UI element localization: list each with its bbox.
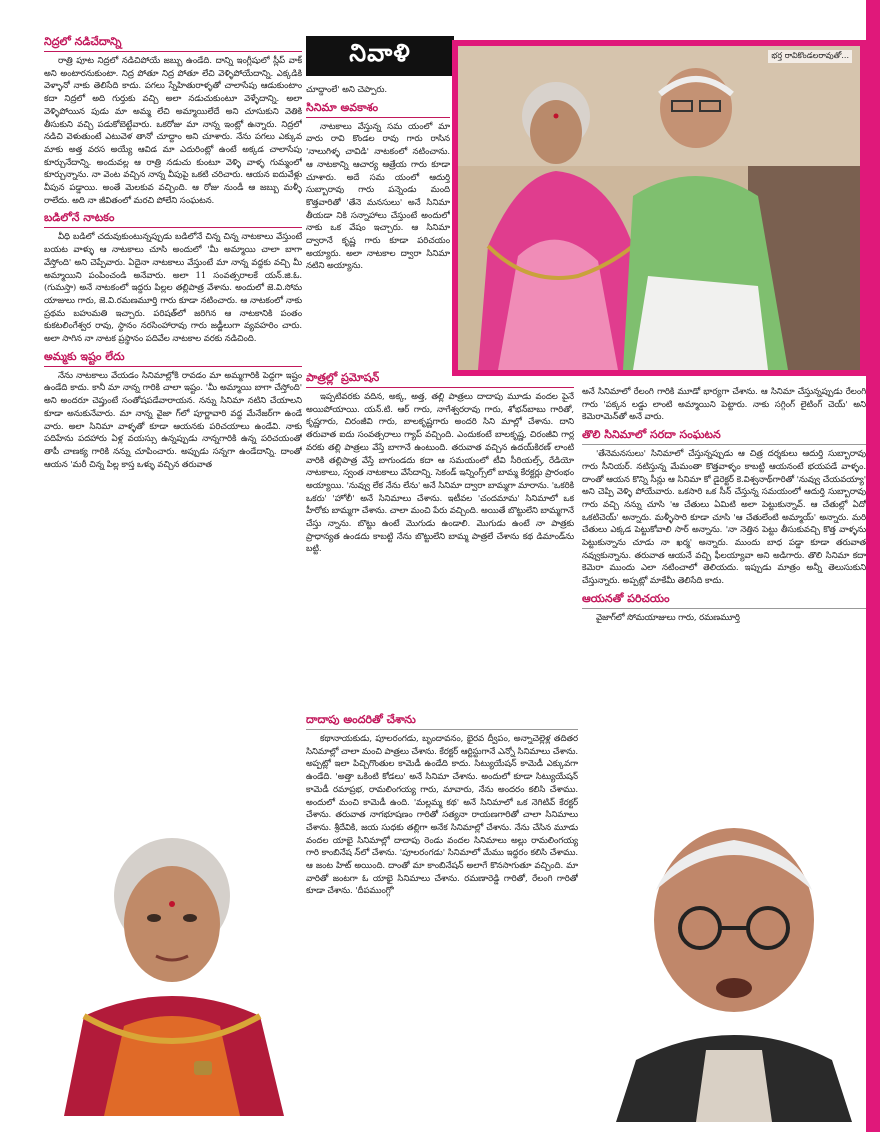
heading-role-promotion: పాత్రల్లో ప్రమోషన్ [306, 370, 574, 388]
column-2-middle [306, 370, 574, 710]
paragraph-sleepwalking: రాత్రి పూట నిద్రలో నడిచిపోయే జబ్బు ఉండేది. దాన్ని ఇంగ్లీషులో స్లీప్ వాక్ అని అంటారనుకుంటా. నిద్ర పోతూ నిద్ర పోతూ లేచి వెళ్ళిపోయేదాన్ని. ఎక్కడికి వెళ్ళానో నాకు తెలిసేది కాదు. పగలు స్నేహితురాళ్ళతో చాలాసేపు ఆడుకుంటాం కదా నిద్రలో అది గుర్తుకు వచ్చి అలా నడుచుకుంటూ వెళ్ళేదాన్ని. అలా వెళ్ళిపోయిన పుడు మా అమ్మ లేచి అమ్మాయిలేదే అని చూసుకుని వెతికి తీసుకుని వచ్చి పడుకోబెట్టేవారు. ఒకరోజు మా నాన్న ఇంట్లో ఉన్నారు. నిద్రలో నడిచి వెళుతుంటే ఎటువెళ తానో చూద్దాం అని చూశారు. నేను పగలు ఎక్కువ మాకు అత్త వరస అయ్యే ఆవిడ మా ఎదురింట్లో ఉంటే అక్కడ చాలాసేపు కూర్చునేదాన్ని. అందువల్ల ఆ రాత్రి నడుచు కుంటూ వెళ్ళి వాళ్ళ గుమ్మంలో కూర్చున్నాను. నా వెంట వచ్చిన నాన్న వీపుపై ఒకటి చరిచారు. ఆయన ఐదువేళ్లు వీపున పడ్డాయి. అంతే మెలకువ వచ్చింది. ఆ రోజు నుండీ ఆ జబ్బు మళ్ళీ రాలేదు. అది నా జీవితంలో మరచి పోలేని సంఘటన. [44, 56, 302, 206]
couple-photo-illustration [458, 46, 860, 370]
page-title: నివాళి [306, 36, 454, 76]
heading-sleepwalking: నిద్రలో నడిచేదాన్ని [44, 34, 302, 52]
paragraph-relangi: అనే సినిమాలో రేలంగి గారికి మూడో భార్యగా చేశాను. ఆ సినిమా చేస్తున్నప్పుడు రేలంగి గారు 'పక్కన లడ్డు లాంటి అమ్మాయిని పెట్టారు. నాకు సగ్గింగ్ లైటింగ్ చెయ్' అని కెమెరామెన్‌తో అనే వారు. [582, 387, 866, 423]
photo-caption: భర్త రావికొండలరావుతో... [768, 50, 852, 63]
paragraph-school-drama: వీధి బడిలో చదువుకుంటున్నప్పుడు బడిలోనే చిన్న చిన్న నాటకాలు వేస్తుంటే బయట వాళ్ళు ఆ నాటకాలు చూసి అందులో 'మీ అమ్మాయి చాలా బాగా వేస్తోంది' అని చెప్పేవారు. ఏదైనా నాటకాలు వేస్తుంటే మా నాన్న వద్దకు వచ్చి మీ అమ్మాయిని పంపించండి అనేవారు. అలా 11 సంవత్సరాలకే యన్.జి.ఓ. (గుమస్తా) అనే నాటకంలో ఇద్దరు పిల్లల తల్లిపాత్ర వేశాను. అందులో జె.వి.సోమ యాజులు గారు, జె.వి.రమణమూర్తి గారు కూడా నటించారు. ఆ నాటకంలో నాకు ప్రథమ బహుమతి ఇచ్చారు. పరిషత్‌లో జరిగిన ఆ నాటకానికి పంతం కుకటలింగేశ్వర రావు, స్థానం నరసింహారావు గారు జడ్జీలుగా వ్యవహరిం చారు. అలా సాగిన నా నాటక ప్రస్థానం పదివేల నాటకాల వరకు నడిచింది. [44, 232, 302, 345]
man-portrait [596, 810, 866, 1122]
man-portrait-illustration [596, 810, 866, 1122]
heading-worked-with-all: దాదాపు అందరితో చేశాను [306, 712, 578, 730]
column-2-bottom [306, 712, 578, 1062]
couple-photo-frame [452, 40, 866, 376]
column-2-top [306, 84, 450, 368]
heading-first-film-incident: తొలి సినిమాలో సరదా సంఘటన [582, 427, 866, 445]
heading-school-drama: బడిలోనే నాటకం [44, 210, 302, 228]
paragraph-mother-dislike: నేను నాటకాలు వేయడం సినిమాల్లోకి రావడం మా అమ్మగారికి పెద్దగా ఇష్టం ఉండేది కాదు. కానీ మా నాన్న గారికి చాలా ఇష్టం. 'మీ అమ్మాయి బాగా చేస్తోంది' అని అందరూ చెప్తుంటే సంతోషపడేవారాయన. నన్ను సినిమా నటిని చేయాలని కూడా అనుకునేవారు. మా నాన్న వైజా గ్‌లో పూర్ణావారి వద్ద మేనేజర్‌గా ఉండే వారు. అలా సినిమా వాళ్ళతో కూడా ఆయనకు పరిచయాలు ఉండేవి. నాకు పదిహేను పదహారు ఏళ్ల వయస్సు ఉన్నప్పుడు నాన్నగారికి ఉన్న పరిచయంతో తాపీ చాణక్య గారికి నన్ను చూపించారు. అప్పుడు సన్నగా ఉండేదాన్ని. దాంతో ఆయన 'మరీ చిన్న పిల్ల కాస్త ఒళ్ళు వచ్చిన తరువాత [44, 370, 302, 470]
paragraph-worked-with-all: కథానాయకుడు, పూలరంగడు, బృందావనం, భైరవ ద్వీపం, అన్నాచెల్లెళ్ల తదితర సినిమాల్లో చాలా మంచి పాత్రలు చేశాను. కేరక్టర్ ఆర్టిస్టుగానే ఎన్నో సినిమాలు చేశాను. అప్పట్లో ఇలా పిచ్చిగొంతుల కామెడీ ఉండేది కాదు. సిట్యుయేషన్ కామెడీ ఎక్కువగా ఉండేది. 'అత్తా ఒకింటి కోడలు' అనే సినిమా చేశాను. అందులో కూడా సిట్యుయేషన్ కామెడీ రమాప్రభ, రామలింగయ్య గారు, మావారు, నేను అందరం కలిసి చేశాము. అందులో మంచి కామెడీ ఉంది. 'మల్లమ్మ కథ' అనే సినిమాలో ఒక నెగిటివ్ కేరక్టర్ చేశాను. తరువాత నాగభూషణం గారితో సత్యనా రాయణగారితో చాలా సినిమాలు చేశాను. శ్రీదేవికి, జయ సుధకు తల్లిగా అనేక సినిమాల్లో చేశాను. నేను చేసిన మూడు వందల యాభై సినిమాల్లో దాదాపు రెండు వందల సినిమాలు అల్లు రామలింగయ్య గారి కాంబినేష న్‌లో చేశాను. 'పూలరంగడు' సినిమాలో మేము ఇద్దరం కలిసి చేశాము. ఆ జంట హిట్ అయింది. దాంతో మా కాంబినేషన్ అలాగే కొనసాగుతూ వచ్చింది. మా వారితో జంటగా ఓ యాభై సినిమాలు చేశాను. రమణారెడ్డి గారితో, రేలంగి గారితో కూడా చేశాను. 'దీపముంగ్గో' [306, 734, 578, 897]
paragraph-first-film-incident: 'తేనెమనసులు' సినిమాలో చేస్తున్నప్పుడు ఆ చిత్ర దర్శకులు ఆదుర్తి సుబ్బారావు గారు సీనియర్. నటిస్తున్న మేమంతా కొత్తవాళ్ళం కాబట్టి ఆయనంటే భయపడే వాళ్ళం. దాంతో ఆయన కొన్ని సీన్లు ఆ సినిమా కో డైరెక్టర్ కె.విశ్వనాథ్‌గారితో 'నువ్వు చేయవయ్యా' అని చెప్పి వెళ్ళి పోయేవారు. ఒకసారి ఒక సీన్ చేస్తున్న సమయంలో ఆదుర్తి సుబ్బారావు గారు వచ్చి నన్ను చూసి 'ఆ చేతులు ఏమిటి అలా పెట్టుకున్నావ్. ఆ చేతుల్లో ఏదో ఒకటిచెయ్' అన్నారు. మళ్ళీసారి కూడా చూసి 'ఆ చేతులేంటి అమ్మాయ్' అన్నారు. మరి చేతులు ఎక్కడ పెట్టుకోవాలి సార్ అన్నాను. 'నా నెత్తిన పెట్టు తీసుకువచ్చి కొత్త వాళ్ళను పెట్టుకున్నాను చూడు నా ఖర్మ' అన్నారు. ముందు బాధ పడ్డా కూడా తరువాత నవ్వుకున్నాను. తరువాత ఆయనే వచ్చి ఫీలయ్యావా అని అడిగారు. తొలి సినిమా కదా కెమెరా ముందు ఎలా నటించాలో తెలియదు. ఇప్పుడు మాత్రం అన్నీ తెలుసుకుని చేస్తున్నారు. అప్పట్లో మాకేమీ తెలిసేది కాదు. [582, 449, 866, 587]
heading-introduction: ఆయనతో పరిచయం [582, 591, 866, 609]
woman-portrait [44, 826, 296, 1116]
column-1 [44, 34, 302, 820]
column-3 [582, 386, 866, 782]
paragraph-introduction: వైజాగ్‌లో సోమయాజులు గారు, రమణమూర్తి [596, 612, 740, 623]
couple-photo [458, 46, 860, 370]
heading-film-chance: సినిమా అవకాశం [306, 100, 450, 118]
paragraph-role-promotion: ఇప్పటివరకు వదిన, అక్క, అత్త, తల్లి పాత్రలు దాదాపు మూడు వందల పైనే అయిపోయాయి. యన్.టి. ఆర్ గారు, నాగేశ్వరరావు గారు, శోభన్‌బాబు గారితో, కృష్ణగారు, చిరంజీవి గారు, బాలకృష్ణగారు అందరి సిని మాల్లో చేశాను. దాని తరువాత ఐదు సంవత్సరాలు గ్యాప్ వచ్చింది. ఎందుకంటే బాలకృష్ణ, చిరంజీవి గార్ల వరకు తల్లి పాత్రలు వేస్తే బాగానే ఉంటుంది. తరువాత వచ్చిన ఉదయ్‌కిరణ్ లాంటి వారికి తల్లిపాత్ర వేస్తే బాగుండదు కదా ఆ సమయంలో టీవి సీరియల్స్, రేడియో నాటకాలు, స్వంత నాటకాలు వేసేదాన్ని. సెకండ్ ఇన్నింగ్స్‌లో బామ్మ కేరక్టర్లు ప్రారంభం అయ్యాయి. 'నువ్వు లేక నేను లేను' అనే సినిమా ద్వారా బామ్మగా మారాను. 'ఒకరికి ఒకరు' 'హోలీ' అనే సినిమాలు చేశాను. ఇటీవల 'చందమామ' సినిమాలో ఒక హీరోకు బామ్మగా చేశాను. చాలా మంచి పేరు వచ్చింది. అయితే బొట్టులేని బామ్మగానే చేస్తు న్నాను. బొట్టు ఉంటే మొగుడు ఉండాలి. మొగుడు ఉంటే నా పాత్రకు ప్రాధాన్యత ఉండదు కాబట్టి నేను బొట్టులేని బామ్మ పాత్రలే చేశాను కథ డిమాండ్‌ను బట్టి. [306, 392, 574, 555]
pink-edge-strip [866, 0, 880, 1132]
woman-portrait-illustration [44, 826, 296, 1116]
heading-mother-dislike: అమ్మకు ఇష్టం లేదు [44, 349, 302, 367]
paragraph-continuation: చూద్దాంలే' అని చెప్పారు. [306, 85, 387, 95]
paragraph-film-chance: నాటకాలు వేస్తున్న సమ యంలో మా వారు రావి కొండల రావు గారు రాసిన 'నాలుగిళ్ళ చావిడి' నాటకంలో నటించాను. ఆ నాటకాన్ని ఆచార్య ఆత్రేయ గారు కూడా చూశారు. అదే సమ యంలో ఆదుర్తి సుబ్బారావు గారు పన్నెండు మంది కొత్తవారితో 'తేనె మనసులు' అనే సినిమా తీయడా నికి సన్నాహాలు చేస్తుంటే అందులో నాకు ఒక వేషం ఇచ్చారు. ఆ సినిమా ద్వారానే కృష్ణ గారు కూడా పరిచయం అయ్యారు. అలా నాటకాల ద్వారా సినిమా నటిని అయ్యాను. [306, 121, 450, 272]
